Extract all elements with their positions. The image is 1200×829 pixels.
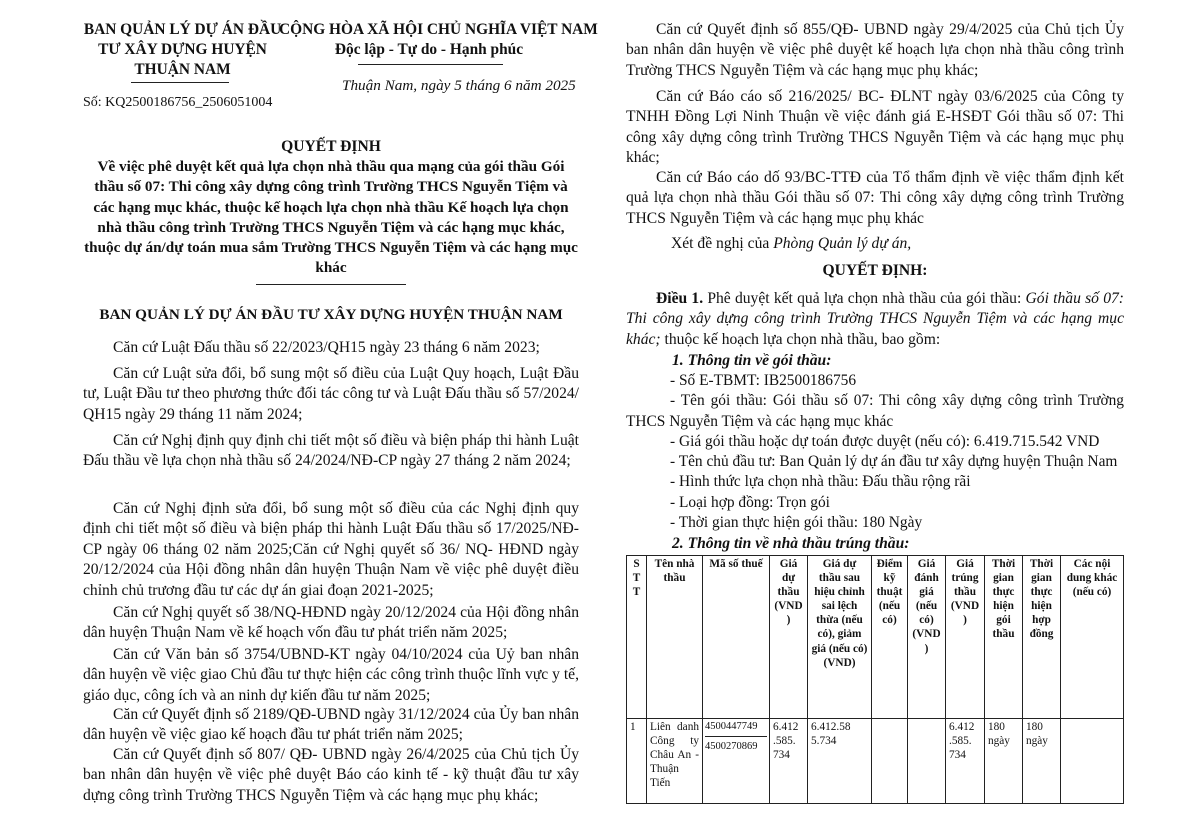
basis-paragraph: Căn cứ Quyết định số 855/QĐ- UBND ngày 29/4/2025 của Chủ tịch Ủy ban nhân dân huyện về việc phê duyệt kế hoạch lựa chọn nhà thầu công trình Trường THCS Nguyễn Tiệm và các hạng mục phụ khác;: [626, 21, 1124, 79]
decision-heading: QUYẾT ĐỊNH:: [822, 262, 928, 279]
column-header: Thời gian thực hiện hợp đồng: [1023, 556, 1061, 719]
article-1-tail: thuộc kế hoạch lựa chọn nhà thầu, bao gồm:: [660, 330, 941, 348]
package-info-item: - Hình thức lựa chọn nhà thầu: Đấu thầu rộng rãi: [670, 473, 971, 491]
basis-paragraph: Căn cứ Nghị định quy định chi tiết một số điều và biện pháp thi hành Luật Đấu thầu về lựa chọn nhà thầu số 24/2024/NĐ-CP ngày 27 tháng 2 năm 2024;: [83, 432, 579, 470]
nation-name: CỘNG HÒA XÃ HỘI CHỦ NGHĨA VIỆT NAM: [279, 21, 598, 38]
basis-paragraph: Căn cứ Quyết định số 2189/QĐ-UBND ngày 31/12/2024 của Ủy ban nhân dân huyện về việc giao kế hoạch đầu tư phát triển năm 2025;: [83, 706, 579, 744]
winning-bidder-table: [626, 555, 1124, 804]
column-header: Điểm kỹ thuật (nếu có): [872, 556, 908, 719]
decision-title: QUYẾT ĐỊNH: [281, 138, 381, 155]
column-header: Mã số thuế: [703, 556, 770, 719]
agency-line-2: TƯ XÂY DỰNG HUYỆN: [98, 41, 267, 58]
tax-code: 4500447749: [705, 720, 767, 737]
issuer-heading: BAN QUẢN LÝ DỰ ÁN ĐẦU TƯ XÂY DỰNG HUYỆN THUẬN NAM: [99, 306, 563, 323]
article-1: [626, 289, 1124, 350]
basis-paragraph: Căn cứ Báo cáo số 216/2025/ BC- ĐLNT ngày 03/6/2025 của Công ty TNHH Đồng Lợi Ninh Thuận về việc đánh giá E-HSĐT Gói thầu số 07: Thi công xây dựng công trình Trường THCS Nguyễn Tiệm và các hạng mục phụ khác;: [626, 88, 1124, 167]
decision-subject: Về việc phê duyệt kết quả lựa chọn nhà thầu qua mạng của gói thầu Gói thầu số 07: Thi công xây dựng công trình Trường THCS Nguyễn Tiệm và các hạng mục khác, thuộc kế hoạch lựa chọn nhà thầu Kế hoạch lựa chọn nhà thầu công trình Trường THCS Nguyễn Tiệm và các hạng mục khác, thuộc dự án/dự toán mua sắm Trường THCS Nguyễn Tiệm và các hạng mục khác: [84, 158, 578, 277]
cell-tech-score: [872, 719, 908, 804]
package-info-item: - Loại hợp đồng: Trọn gói: [670, 493, 830, 511]
article-1-package: Gói thầu số 07: Thi công xây dựng công trình Trường THCS Nguyễn Tiệm và các hạng mục khác;: [626, 290, 1124, 348]
proposal-line: [671, 234, 911, 254]
section-2-heading: 2. Thông tin về nhà thầu trúng thầu:: [672, 535, 910, 552]
article-1-label: Điều 1.: [656, 290, 704, 307]
basis-paragraph: Căn cứ Luật sửa đổi, bổ sung một số điều của Luật Quy hoạch, Luật Đầu tư, Luật Đầu tư theo phương thức đối tác công tư và Luật Đấu thầu số 57/2024/ QH15 ngày 29 tháng 11 năm 2024;: [83, 365, 579, 423]
cell-bid-price: 6.412 .585. 734: [770, 719, 808, 804]
cell-adjusted-price: 6.412.58 5.734: [808, 719, 872, 804]
basis-paragraph: Căn cứ Quyết định số 807/ QĐ- UBND ngày 26/4/2025 của Chủ tịch Ủy ban nhân dân huyện về việc phê duyệt Báo cáo kinh tế - kỹ thuật đầu tư xây dựng công trình Trường THCS Nguyễn Tiệm và các hạng mục phụ khác;: [83, 746, 579, 804]
package-info-item: - Giá gói thầu hoặc dự toán được duyệt (nếu có): 6.419.715.542 VND: [670, 432, 1100, 450]
document-number: Số: KQ2500186756_2506051004: [83, 95, 273, 110]
agency-line-1: BAN QUẢN LÝ DỰ ÁN ĐẦU: [83, 21, 282, 38]
column-header: Giá trúng thầu (VND ): [946, 556, 985, 719]
cell-other: [1061, 719, 1124, 804]
cell-tax-codes: [703, 719, 770, 804]
column-header: Tên nhà thầu: [647, 556, 703, 719]
package-info-item: - Tên chủ đầu tư: Ban Quản lý dự án đầu tư xây dựng huyện Thuận Nam: [670, 453, 1118, 471]
proposal-unit: Phòng Quản lý dự án,: [773, 235, 912, 252]
cell-contract-time: 180 ngày: [1023, 719, 1061, 804]
subject-underline: [256, 284, 406, 285]
column-header: Các nội dung khác (nếu có): [1061, 556, 1124, 719]
nation-motto: Độc lập - Tự do - Hạnh phúc: [334, 41, 524, 58]
cell-award-price: 6.412 .585. 734: [946, 719, 985, 804]
tax-code: 4500270869: [705, 741, 758, 753]
package-info-item: - Tên gói thầu: Gói thầu số 07: Thi công xây dựng công trình Trường THCS Nguyễn Tiệm và các hạng mục khác: [626, 392, 1124, 430]
basis-paragraph: Căn cứ Luật Đấu thầu số 22/2023/QH15 ngày 23 tháng 6 năm 2023;: [113, 339, 540, 356]
agency-underline: [131, 82, 229, 83]
table-header-row: [627, 556, 1124, 719]
column-header: S T T: [627, 556, 647, 719]
section-1-heading: 1. Thông tin về gói thầu:: [672, 352, 832, 369]
proposal-prefix: Xét đề nghị của: [671, 235, 774, 252]
column-header: Giá đánh giá (nếu có) (VND ): [908, 556, 946, 719]
agency-line-3: THUẬN NAM: [134, 61, 231, 78]
cell-package-time: 180 ngày: [985, 719, 1023, 804]
basis-paragraph: Căn cứ Nghị định sửa đổi, bổ sung một số điều của các Nghị định quy định chi tiết một số điều và biện pháp thi hành Luật Đấu thầu số 17/2025/NĐ-CP ngày 06 tháng 02 năm 2025;Căn cứ Nghị quyết số 36/ NQ- HĐND ngày 20/12/2024 của Hội đồng nhân dân huyện Thuận Nam về việc phê duyệt điều chỉnh chủ trương đầu tư các dự án giai đoạn 2021-2025;: [83, 500, 579, 599]
issuing-agency: [80, 20, 285, 80]
place-date: Thuận Nam, ngày 5 tháng 6 năm 2025: [342, 77, 576, 94]
package-info-list: [626, 371, 1124, 533]
column-header: Thời gian thực hiện gói thầu: [985, 556, 1023, 719]
table-row: [627, 719, 1124, 804]
cell-eval-price: [908, 719, 946, 804]
package-info-item: - Số E-TBMT: IB2500186756: [670, 372, 857, 389]
column-header: Giá dự thầu (VND ): [770, 556, 808, 719]
basis-paragraph: Căn cứ Văn bản số 3754/UBND-KT ngày 04/10/2024 của Uỷ ban nhân dân huyện về việc giao Chủ đầu tư thực hiện các công trình thuộc lĩnh vực y tế, giáo dục, công ích và an ninh dự kiến đầu tư năm 2025;: [83, 646, 579, 704]
cell-stt: 1: [627, 719, 647, 804]
basis-paragraph: Căn cứ Nghị quyết số 38/NQ-HĐND ngày 20/12/2024 của Hội đồng nhân dân huyện Thuận Nam về kế hoạch vốn đầu tư phát triển năm 2025;: [83, 604, 579, 642]
cell-bidder-name: Liên danh Công ty Châu An - Thuận Tiến: [647, 719, 703, 804]
basis-paragraph: Căn cứ Báo cáo dố 93/BC-TTĐ của Tổ thẩm định về việc thẩm định kết quả lựa chọn nhà thầu Gói thầu số 07: Thi công xây dựng công trình Trường THCS Nguyễn Tiệm và các hạng mục phụ khác: [626, 169, 1124, 227]
motto-underline: [358, 64, 503, 65]
package-info-item: - Thời gian thực hiện gói thầu: 180 Ngày: [670, 514, 923, 532]
article-1-text: Phê duyệt kết quả lựa chọn nhà thầu của gói thầu:: [703, 290, 1026, 307]
column-header: Giá dự thầu sau hiệu chỉnh sai lệch thừa (nếu có), giảm giá (nếu có) (VND): [808, 556, 872, 719]
nation-title: [279, 20, 598, 60]
